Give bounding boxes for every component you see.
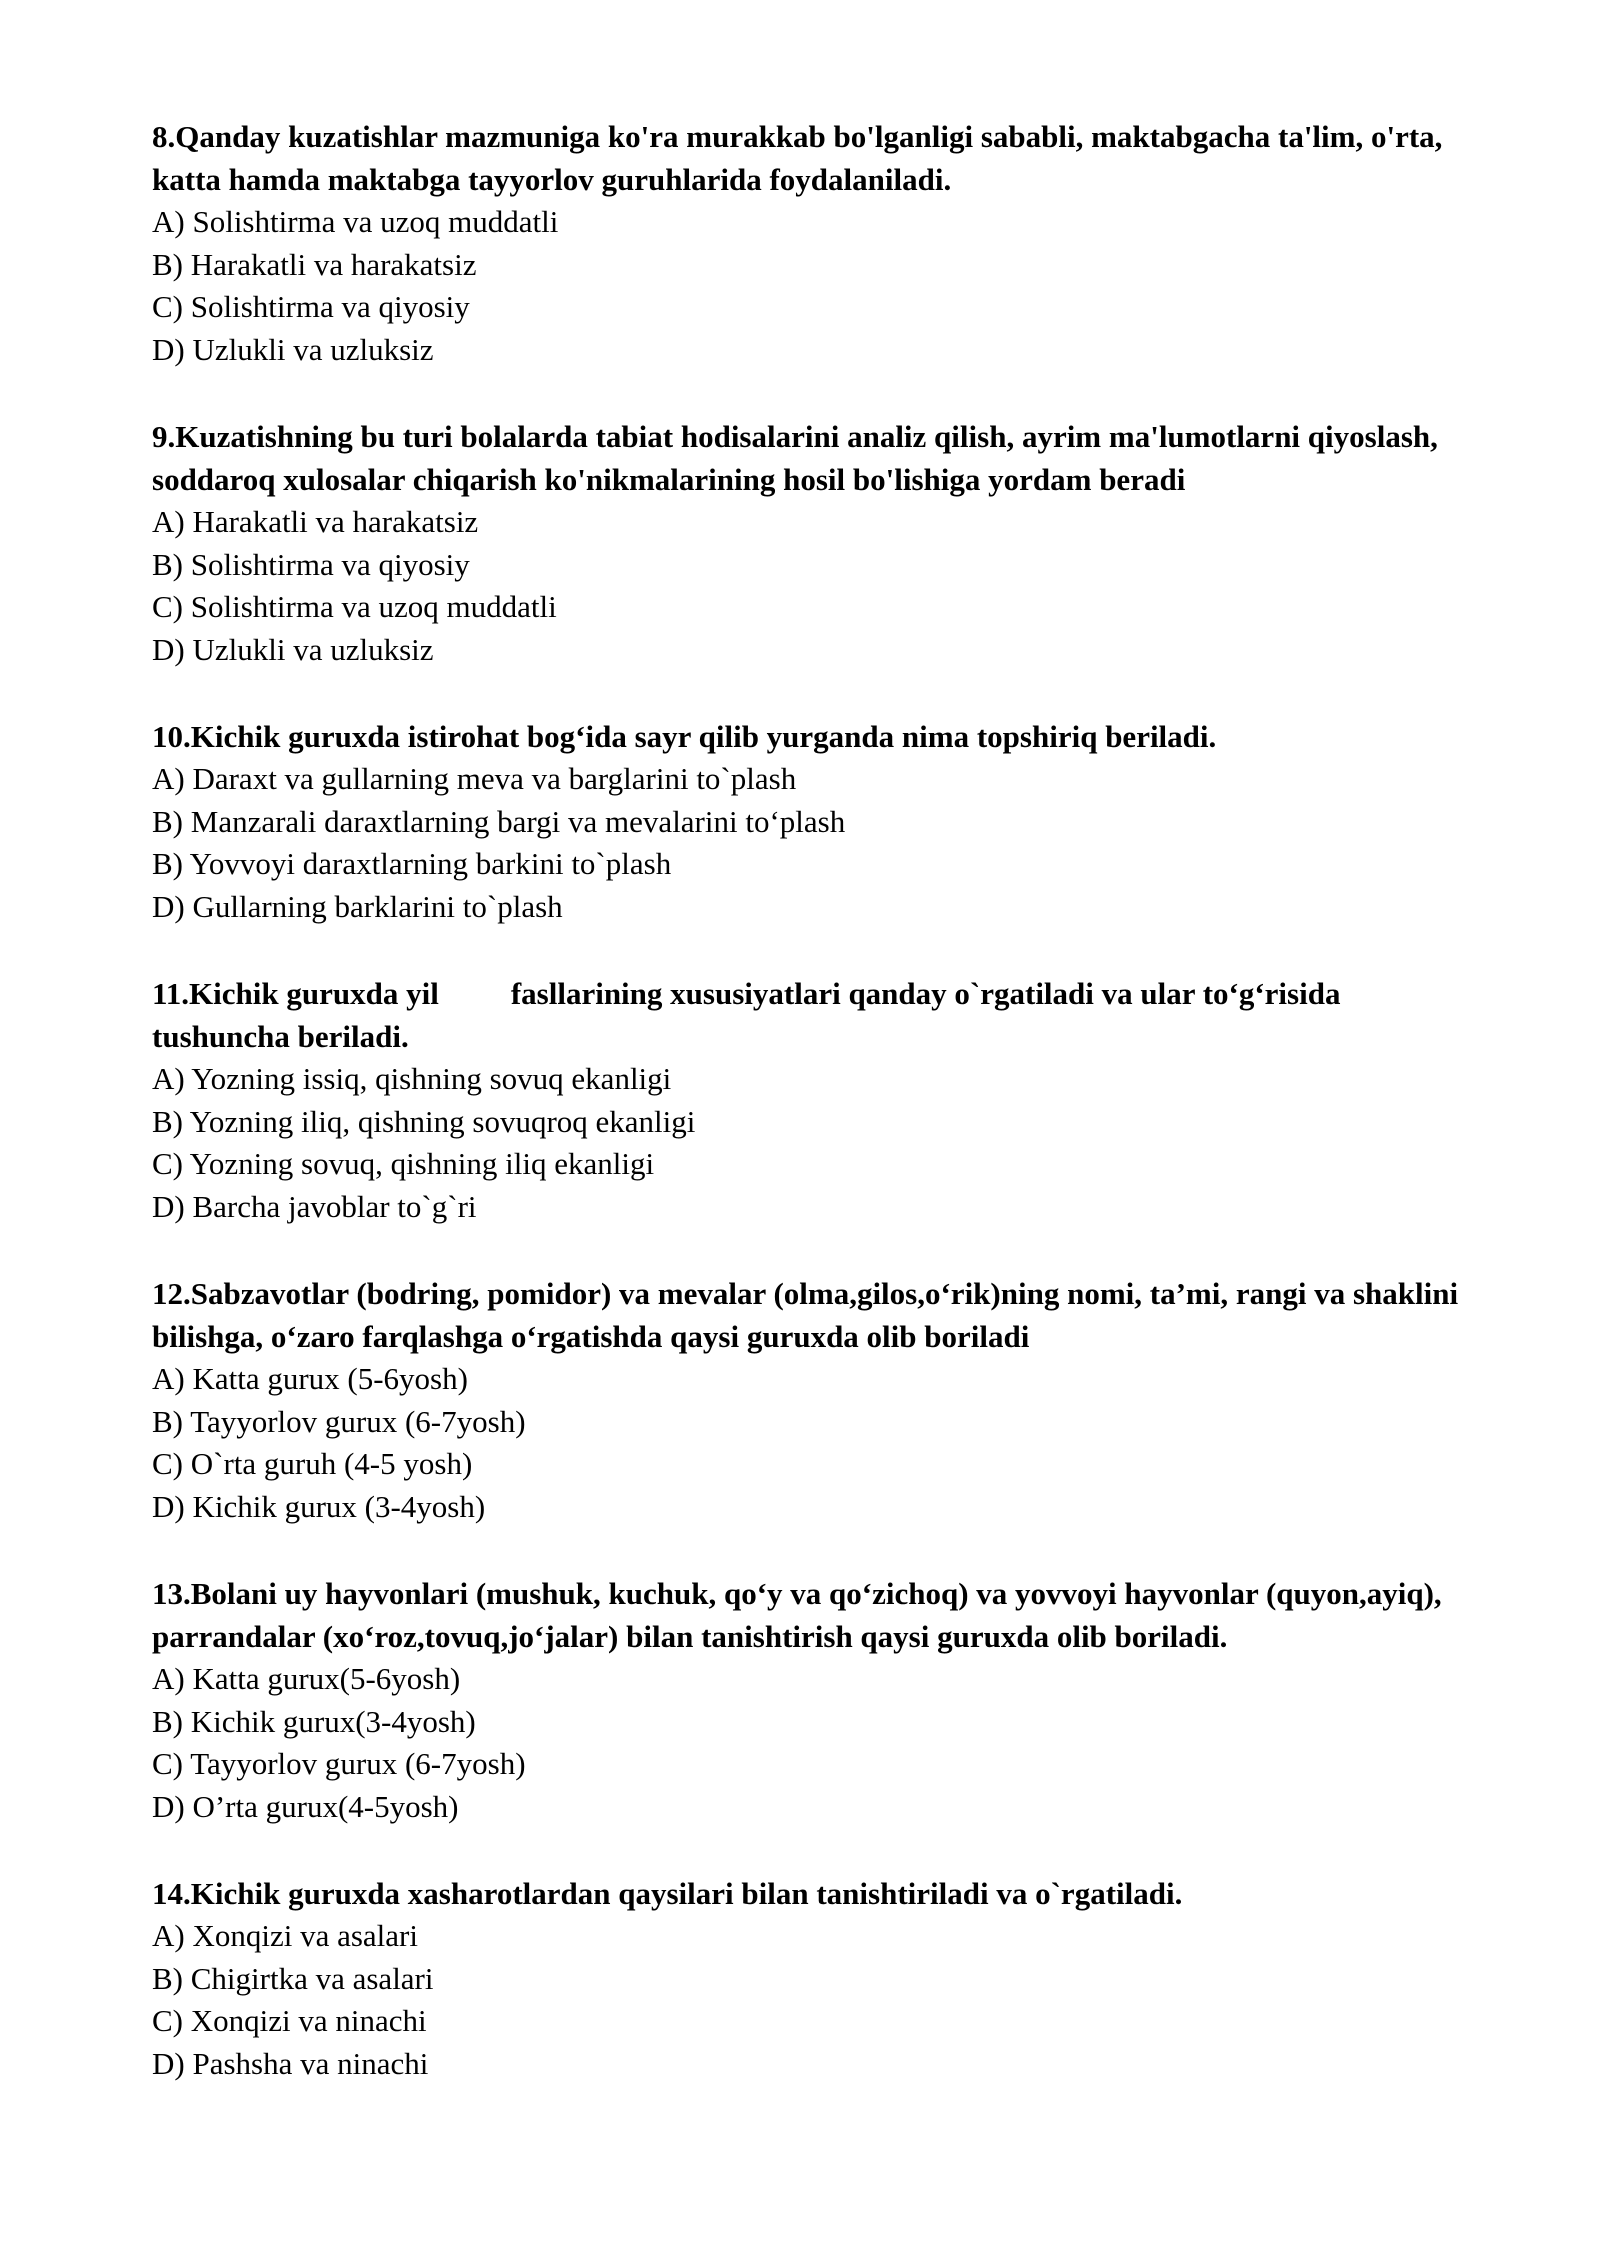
- answer-option-b: B) Tayyorlov gurux (6-7yosh): [152, 1403, 526, 1439]
- answer-option-a: A) Katta gurux(5-6yosh): [152, 1661, 461, 1696]
- answer-option-c: C) Solishtirma va uzoq muddatli: [152, 589, 557, 624]
- question-title: 14.Kichik guruxda xasharotlardan qaysilari bilan tanishtiriladi va o`rgatiladi.: [152, 1876, 1183, 1911]
- answer-option-a: A) Harakatli va harakatsiz: [152, 504, 479, 539]
- answer-option-d: D) Uzlukli va uzluksiz: [152, 331, 434, 367]
- question-title-part-1: 11.Kichik guruxda yil: [152, 976, 439, 1011]
- answer-option-d: D) Kichik gurux (3-4yosh): [152, 1488, 486, 1524]
- answer-option-b: B) Yozning iliq, qishning sovuqroq ekanligi: [152, 1103, 696, 1139]
- answer-option-b: B) Harakatli va harakatsiz: [152, 246, 477, 282]
- answer-option-b-duplicate: B) Yovvoyi daraxtlarning barkini to`plash: [152, 846, 672, 881]
- answer-option-d: D) Pashsha va ninachi: [152, 2045, 429, 2081]
- answer-option-a: A) Daraxt va gullarning meva va barglarini to`plash: [152, 761, 797, 796]
- question-title: 10.Kichik guruxda istirohat bog‘ida sayr qilib yurganda nima topshiriq beriladi.: [152, 719, 1217, 754]
- question-13: [152, 1572, 1482, 1828]
- question-title-part-2: fasllarining xususiyatlari qanday o`rgatiladi va ular to‘g‘risida tushuncha beriladi.: [152, 976, 1341, 1054]
- answer-option-d: D) Gullarning barklarini to`plash: [152, 888, 563, 924]
- answer-option-c: C) Solishtirma va qiyosiy: [152, 289, 470, 324]
- answer-option-d: D) Barcha javoblar to`g`ri: [152, 1188, 477, 1224]
- answer-option-d: D) O’rta gurux(4-5yosh): [152, 1788, 459, 1824]
- answer-option-d: D) Uzlukli va uzluksiz: [152, 631, 434, 667]
- question-title: 12.Sabzavotlar (bodring, pomidor) va mevalar (olma,gilos,o‘rik)ning nomi, ta’mi, rangi va shaklini bilishga, o‘zaro farqlashga o‘rgatishda qaysi guruxda olib boriladi: [152, 1276, 1459, 1354]
- answer-option-c: C) O`rta guruh (4-5 yosh): [152, 1446, 473, 1481]
- question-title: 9.Kuzatishning bu turi bolalarda tabiat hodisalarini analiz qilish, ayrim ma'lumotlarni qiyoslash, soddaroq xulosalar chiqarish ko'nikmalarining hosil bo'lishiga yordam beradi: [152, 419, 1438, 497]
- question-12: [152, 1272, 1482, 1528]
- answer-option-b: B) Kichik gurux(3-4yosh): [152, 1703, 476, 1739]
- answer-option-c: C) Yozning sovuq, qishning iliq ekanligi: [152, 1146, 655, 1181]
- question-title: [152, 972, 1482, 1058]
- document-page: [152, 115, 1482, 2129]
- question-title: 13.Bolani uy hayvonlari (mushuk, kuchuk, qo‘y va qo‘zichoq) va yovvoyi hayvonlar (quyon,ayiq), parrandalar (xo‘roz,tovuq,jo‘jalar) bilan tanishtirish qaysi guruxda olib boriladi.: [152, 1576, 1442, 1654]
- answer-option-a: A) Yozning issiq, qishning sovuq ekanligi: [152, 1061, 672, 1096]
- answer-option-c: C) Tayyorlov gurux (6-7yosh): [152, 1746, 526, 1781]
- answer-option-a: A) Solishtirma va uzoq muddatli: [152, 204, 559, 239]
- answer-option-b: B) Chigirtka va asalari: [152, 1960, 434, 1996]
- question-8: [152, 115, 1482, 371]
- answer-option-b: B) Solishtirma va qiyosiy: [152, 546, 470, 582]
- question-14: [152, 1872, 1482, 2085]
- question-11: [152, 972, 1482, 1228]
- question-title: 8.Qanday kuzatishlar mazmuniga ko'ra murakkab bo'lganligi sababli, maktabgacha ta'lim, o'rta, katta hamda maktabga tayyorlov guruhlarida foydalaniladi.: [152, 119, 1443, 197]
- answer-option-c: C) Xonqizi va ninachi: [152, 2003, 427, 2038]
- answer-option-a: A) Xonqizi va asalari: [152, 1918, 418, 1953]
- answer-option-a: A) Katta gurux (5-6yosh): [152, 1361, 468, 1396]
- answer-option-b: B) Manzarali daraxtlarning bargi va mevalarini to‘plash: [152, 803, 846, 839]
- question-9: [152, 415, 1482, 671]
- question-10: [152, 715, 1482, 928]
